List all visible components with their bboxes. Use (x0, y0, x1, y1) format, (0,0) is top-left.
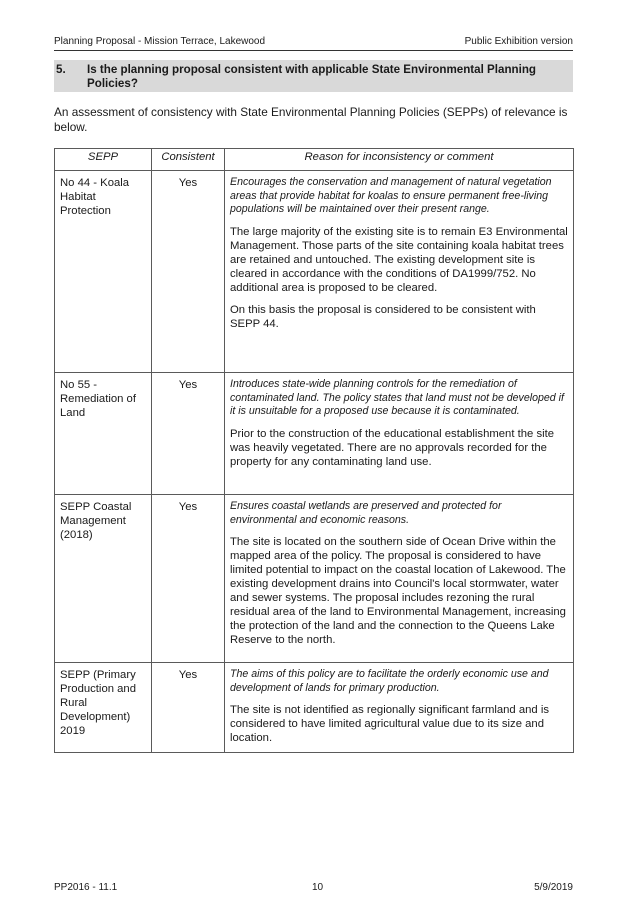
sepp-name-cell: SEPP Coastal Management (2018) (55, 495, 152, 663)
policy-summary: Encourages the conservation and management of natural vegetation areas that provide habitat for koalas to ensure permanent free-living populations will be maintained over their present range. (230, 176, 552, 215)
sepp-name-cell: No 55 - Remediation of Land (55, 373, 152, 495)
comment-paragraph: Prior to the construction of the educational establishment the site was heavily vegetated. There are no approvals recorded for the property for any contaminating land use. (230, 427, 555, 468)
policy-summary: The aims of this policy are to facilitate the orderly economic use and development of lands for primary production. (230, 668, 549, 694)
header-document-title: Planning Proposal - Mission Terrace, Lakewood (54, 36, 266, 47)
table-row (55, 373, 574, 495)
comment-paragraph: The site is located on the southern side of Ocean Drive within the mapped area of the policy. The proposal is considered to have limited potential to impact on the coastal location of Lakewood. The existing development drains into Council's local stormwater, water and sewer systems. The proposal includes rezoning the rural residual area of the land to Environmental Management, increasing the protection of the land and the connection to the Queens Lake Reserve to the north. (230, 536, 566, 646)
footer-document-ref: PP2016 - 11.1 (54, 882, 118, 893)
reason-cell (225, 663, 574, 753)
section-title: Is the planning proposal consistent with applicable State Environmental Planning Policies? (87, 63, 536, 90)
policy-summary: Ensures coastal wetlands are preserved and protected for environmental and economic reasons. (230, 500, 502, 526)
column-header-consistent: Consistent (152, 149, 225, 171)
page-header (54, 34, 573, 51)
section-number: 5. (56, 63, 66, 76)
table-row (55, 495, 574, 663)
section-heading (54, 60, 573, 92)
reason-cell (225, 171, 574, 373)
sepp-name-cell: SEPP (Primary Production and Rural Development) 2019 (55, 663, 152, 753)
comment-paragraph: The site is not identified as regionally significant farmland and is considered to have limited agricultural value due to its size and location. (230, 704, 549, 744)
consistent-cell: Yes (152, 663, 225, 753)
consistent-cell: Yes (152, 373, 225, 495)
table-row (55, 171, 574, 373)
intro-paragraph: An assessment of consistency with State Environmental Planning Policies (SEPPs) of relevance is below. (54, 105, 568, 134)
table-header-row (55, 149, 574, 171)
consistent-cell: Yes (152, 495, 225, 663)
sepp-name-cell: No 44 - Koala Habitat Protection (55, 171, 152, 373)
footer-date: 5/9/2019 (534, 882, 573, 893)
table-row (55, 663, 574, 753)
page-number: 10 (312, 882, 324, 893)
consistent-cell: Yes (152, 171, 225, 373)
header-version: Public Exhibition version (464, 36, 573, 47)
reason-cell (225, 495, 574, 663)
comment-paragraph: On this basis the proposal is considered to be consistent with SEPP 44. (230, 303, 536, 330)
policy-summary: Introduces state-wide planning controls for the remediation of contaminated land. The policy states that land must not be developed if it is unsuitable for a proposed use because it is contaminated. (230, 378, 564, 417)
reason-cell (225, 373, 574, 495)
column-header-reason: Reason for inconsistency or comment (225, 149, 574, 171)
comment-paragraph: The large majority of the existing site is to remain E3 Environmental Management. Those parts of the site containing koala habitat trees are retained and untouched. The existing development site is cleared in accordance with the conditions of DA1999/752. No additional area is proposed to be cleared. (230, 225, 568, 294)
sepp-consistency-table (54, 148, 574, 753)
column-header-sepp: SEPP (55, 149, 152, 171)
